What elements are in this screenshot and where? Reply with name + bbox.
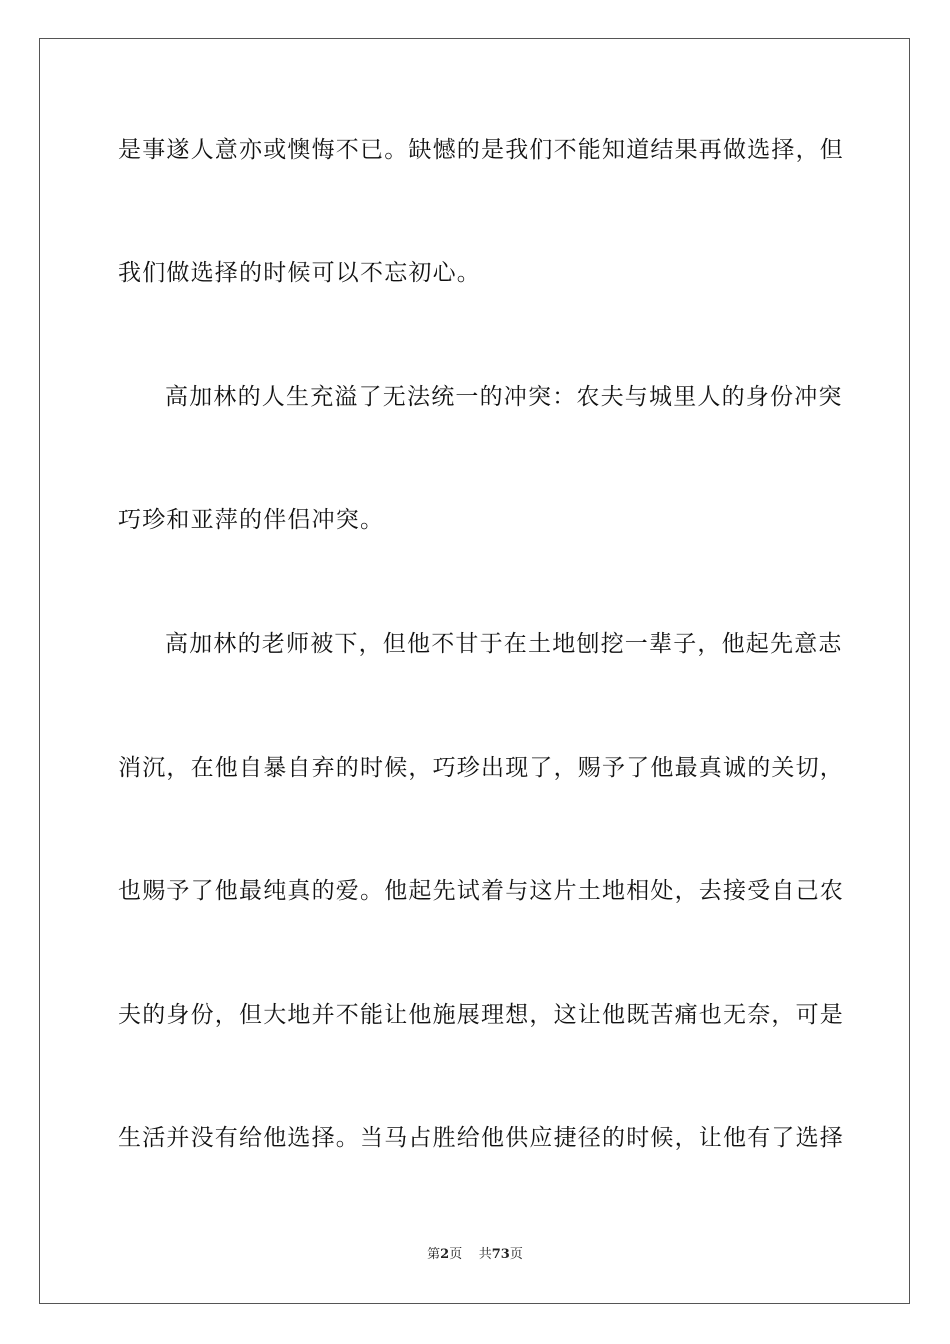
footer-page-number: 2 <box>440 1247 450 1262</box>
text-line-4: 巧珍和亚萍的伴侣冲突。 <box>118 507 385 533</box>
text-line-8: 夫的身份，但大地并不能让他施展理想，这让他既苦痛也无奈，可是 <box>118 1002 844 1028</box>
footer-page-suffix: 页 <box>449 1247 463 1262</box>
footer-total-suffix: 页 <box>509 1247 523 1262</box>
page-border <box>39 38 910 1304</box>
text-line-9: 生活并没有给他选择。当马占胜给他供应捷径的时候，让他有了选择 <box>118 1125 844 1151</box>
footer-total-prefix: 共 <box>478 1247 492 1262</box>
page-footer <box>0 1246 950 1264</box>
text-line-2: 我们做选择的时候可以不忘初心。 <box>118 260 481 286</box>
text-line-6: 消沉，在他自暴自弃的时候，巧珍出现了，赐予了他最真诚的关切， <box>118 755 844 781</box>
text-line-5: 高加林的老师被下，但他不甘于在土地刨挖一辈子，他起先意志 <box>165 631 843 657</box>
footer-total-pages: 73 <box>491 1247 510 1262</box>
text-line-1: 是事遂人意亦或懊悔不已。缺憾的是我们不能知道结果再做选择，但 <box>118 137 844 163</box>
text-line-7: 也赐予了他最纯真的爱。他起先试着与这片土地相处，去接受自己农 <box>118 878 844 904</box>
footer-page-prefix: 第 <box>427 1247 441 1262</box>
text-line-3: 高加林的人生充溢了无法统一的冲突：农夫与城里人的身份冲突 <box>165 384 843 410</box>
